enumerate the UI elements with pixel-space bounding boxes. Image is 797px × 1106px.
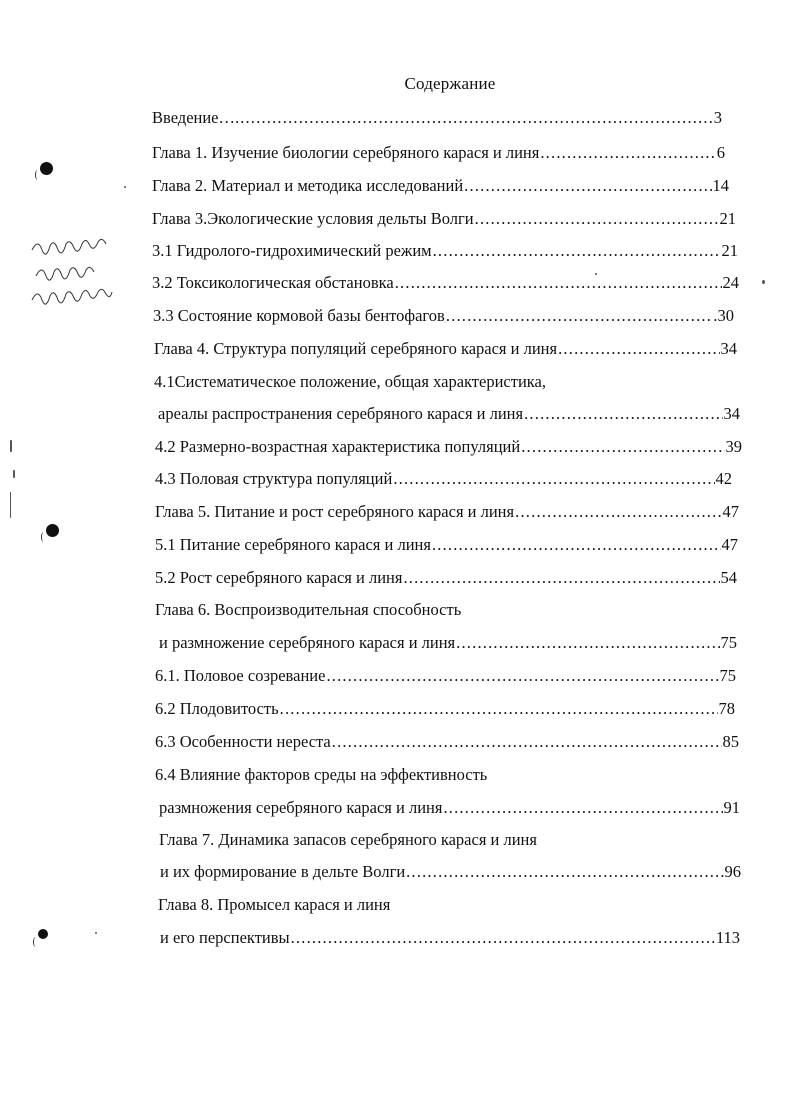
page-title: Содержание (404, 74, 496, 93)
toc-leader-dots (393, 469, 714, 489)
toc-leader-dots (540, 143, 715, 163)
toc-entry-title: Глава 6. Воспроизводительная способность (155, 600, 462, 619)
toc-entry-title: 4.3 Половая структура популяций (155, 469, 393, 488)
toc-leader-dots (443, 798, 722, 818)
scan-speck (10, 440, 12, 452)
toc-leader-dots (240, 108, 713, 128)
toc-entry-title: и его перспективы (160, 928, 290, 947)
toc-leader-dots (395, 273, 722, 293)
toc-entry-title: Глава 7. Динамика запасов серебряного карася и линя (159, 830, 537, 849)
toc-entry (160, 862, 741, 884)
punch-hole-mark (38, 929, 48, 939)
punch-hole-mark (40, 162, 53, 175)
toc-entry-title: 6.1. Половое созревание (155, 666, 326, 685)
toc-entry (155, 535, 738, 557)
toc-leader-dots (464, 176, 711, 196)
toc-entry-title: 6.3 Особенности нереста (155, 732, 331, 751)
toc-page-number: 47 (722, 502, 739, 521)
toc-entry (155, 765, 520, 787)
toc-page-number: 42 (715, 469, 732, 488)
toc-page-number: 54 (720, 568, 737, 587)
toc-entry (160, 928, 740, 950)
toc-page-number: 21 (721, 241, 738, 260)
toc-page-number: 21 (719, 209, 736, 228)
toc-entry (155, 502, 739, 524)
toc-entry-title: и размножение серебряного карася и линя (159, 633, 456, 652)
scan-speck (95, 932, 97, 934)
toc-leader-dots (558, 339, 719, 359)
toc-page-number: 39 (725, 437, 742, 456)
toc-entry-title: Глава 2. Материал и методика исследований (152, 176, 464, 195)
toc-entry-title: Введение…. (152, 108, 240, 127)
toc-entry (155, 666, 736, 688)
toc-entry-title: Глава 5. Питание и рост серебряного карася и линя (155, 502, 515, 521)
toc-entry-title: 3.1 Гидролого-гидрохимический режим (152, 241, 432, 260)
toc-entry-title: 5.1 Питание серебряного карася и линя (155, 535, 431, 554)
toc-page-number: 91 (723, 798, 740, 817)
toc-entry-title: 4.2 Размерно-возрастная характеристика популяций (155, 437, 521, 456)
toc-page-number: 85 (722, 732, 739, 751)
toc-page-number: 24 (722, 273, 739, 292)
toc-leader-dots (291, 928, 715, 948)
toc-page-number: 14 (712, 176, 729, 195)
toc-entry (155, 699, 735, 721)
toc-leader-dots (515, 502, 721, 522)
toc-entry-title: Глава 8. Промысел карася и линя (158, 895, 391, 914)
toc-entry (152, 241, 738, 263)
toc-entry-title: размножения серебряного карася и линя (159, 798, 443, 817)
toc-entry (159, 633, 737, 655)
toc-page-number: 75 (719, 666, 736, 685)
toc-leader-dots (446, 306, 713, 326)
toc-entry (158, 404, 740, 426)
scan-speck (762, 280, 765, 284)
toc-entry (159, 830, 600, 852)
toc-leader-dots (524, 404, 722, 424)
toc-entry (154, 372, 650, 394)
toc-page-number: .30 (713, 306, 734, 325)
toc-entry-title: 6.2 Плодовитость (155, 699, 279, 718)
toc-entry (152, 209, 736, 231)
toc-leader-dots (406, 862, 723, 882)
toc-page-number: 47 (721, 535, 738, 554)
punch-hole-mark (46, 524, 59, 537)
toc-leader-dots (433, 241, 721, 261)
toc-leader-dots (332, 732, 722, 752)
toc-entry (155, 437, 742, 459)
toc-page-number: 34 (723, 404, 740, 423)
toc-page-number: 3 (713, 108, 722, 127)
toc-entry (158, 895, 430, 917)
scan-speck (124, 186, 126, 188)
toc-page-number: 6 (716, 143, 725, 162)
toc-leader-dots (403, 568, 719, 588)
toc-page-number: 75 (720, 633, 737, 652)
toc-entry (155, 469, 732, 491)
toc-entry-title: Глава 3.Экологические условия дельты Волги (152, 209, 474, 228)
toc-leader-dots (456, 633, 719, 653)
toc-entry-title: ареалы распространения серебряного карася и линя (158, 404, 524, 423)
toc-leader-dots (521, 437, 724, 457)
toc-entry (155, 568, 737, 590)
toc-leader-dots (280, 699, 718, 719)
toc-entry (152, 108, 722, 130)
handwritten-marginal-note (28, 232, 138, 312)
toc-entry (155, 600, 520, 622)
toc-leader-dots (475, 209, 719, 229)
toc-page-number: 78 (718, 699, 735, 718)
toc-leader-dots (432, 535, 721, 555)
toc-entry-title: 3.2 Токсикологическая обстановка (152, 273, 394, 292)
toc-entry (155, 732, 739, 754)
toc-entry (154, 339, 737, 361)
toc-page-number: 96 (724, 862, 741, 881)
toc-entry (152, 273, 739, 295)
scan-speck (595, 273, 597, 275)
toc-entry-title: 4.1Систематическое положение, общая характеристика, (154, 372, 547, 391)
toc-page-number: 113 (715, 928, 740, 947)
toc-entry (152, 176, 729, 198)
toc-entry-title: Глава 4. Структура популяций серебряного карася и линя (154, 339, 558, 358)
scan-speck (13, 470, 15, 478)
toc-entry-title: Глава 1. Изучение биологии серебряного карася и линя (152, 143, 540, 162)
toc-entry-title: 5.2 Рост серебряного карася и линя (155, 568, 403, 587)
toc-leader-dots (326, 666, 718, 686)
scan-speck (10, 492, 11, 518)
toc-entry-title: 3.3 Состояние кормовой базы бентофагов (153, 306, 445, 325)
toc-entry (159, 798, 740, 820)
toc-entry (152, 143, 725, 165)
toc-entry-title: и их формирование в дельте Волги (160, 862, 406, 881)
toc-entry-title: 6.4 Влияние факторов среды на эффективность (155, 765, 488, 784)
toc-entry (153, 306, 734, 328)
toc-page-number: 34 (720, 339, 737, 358)
